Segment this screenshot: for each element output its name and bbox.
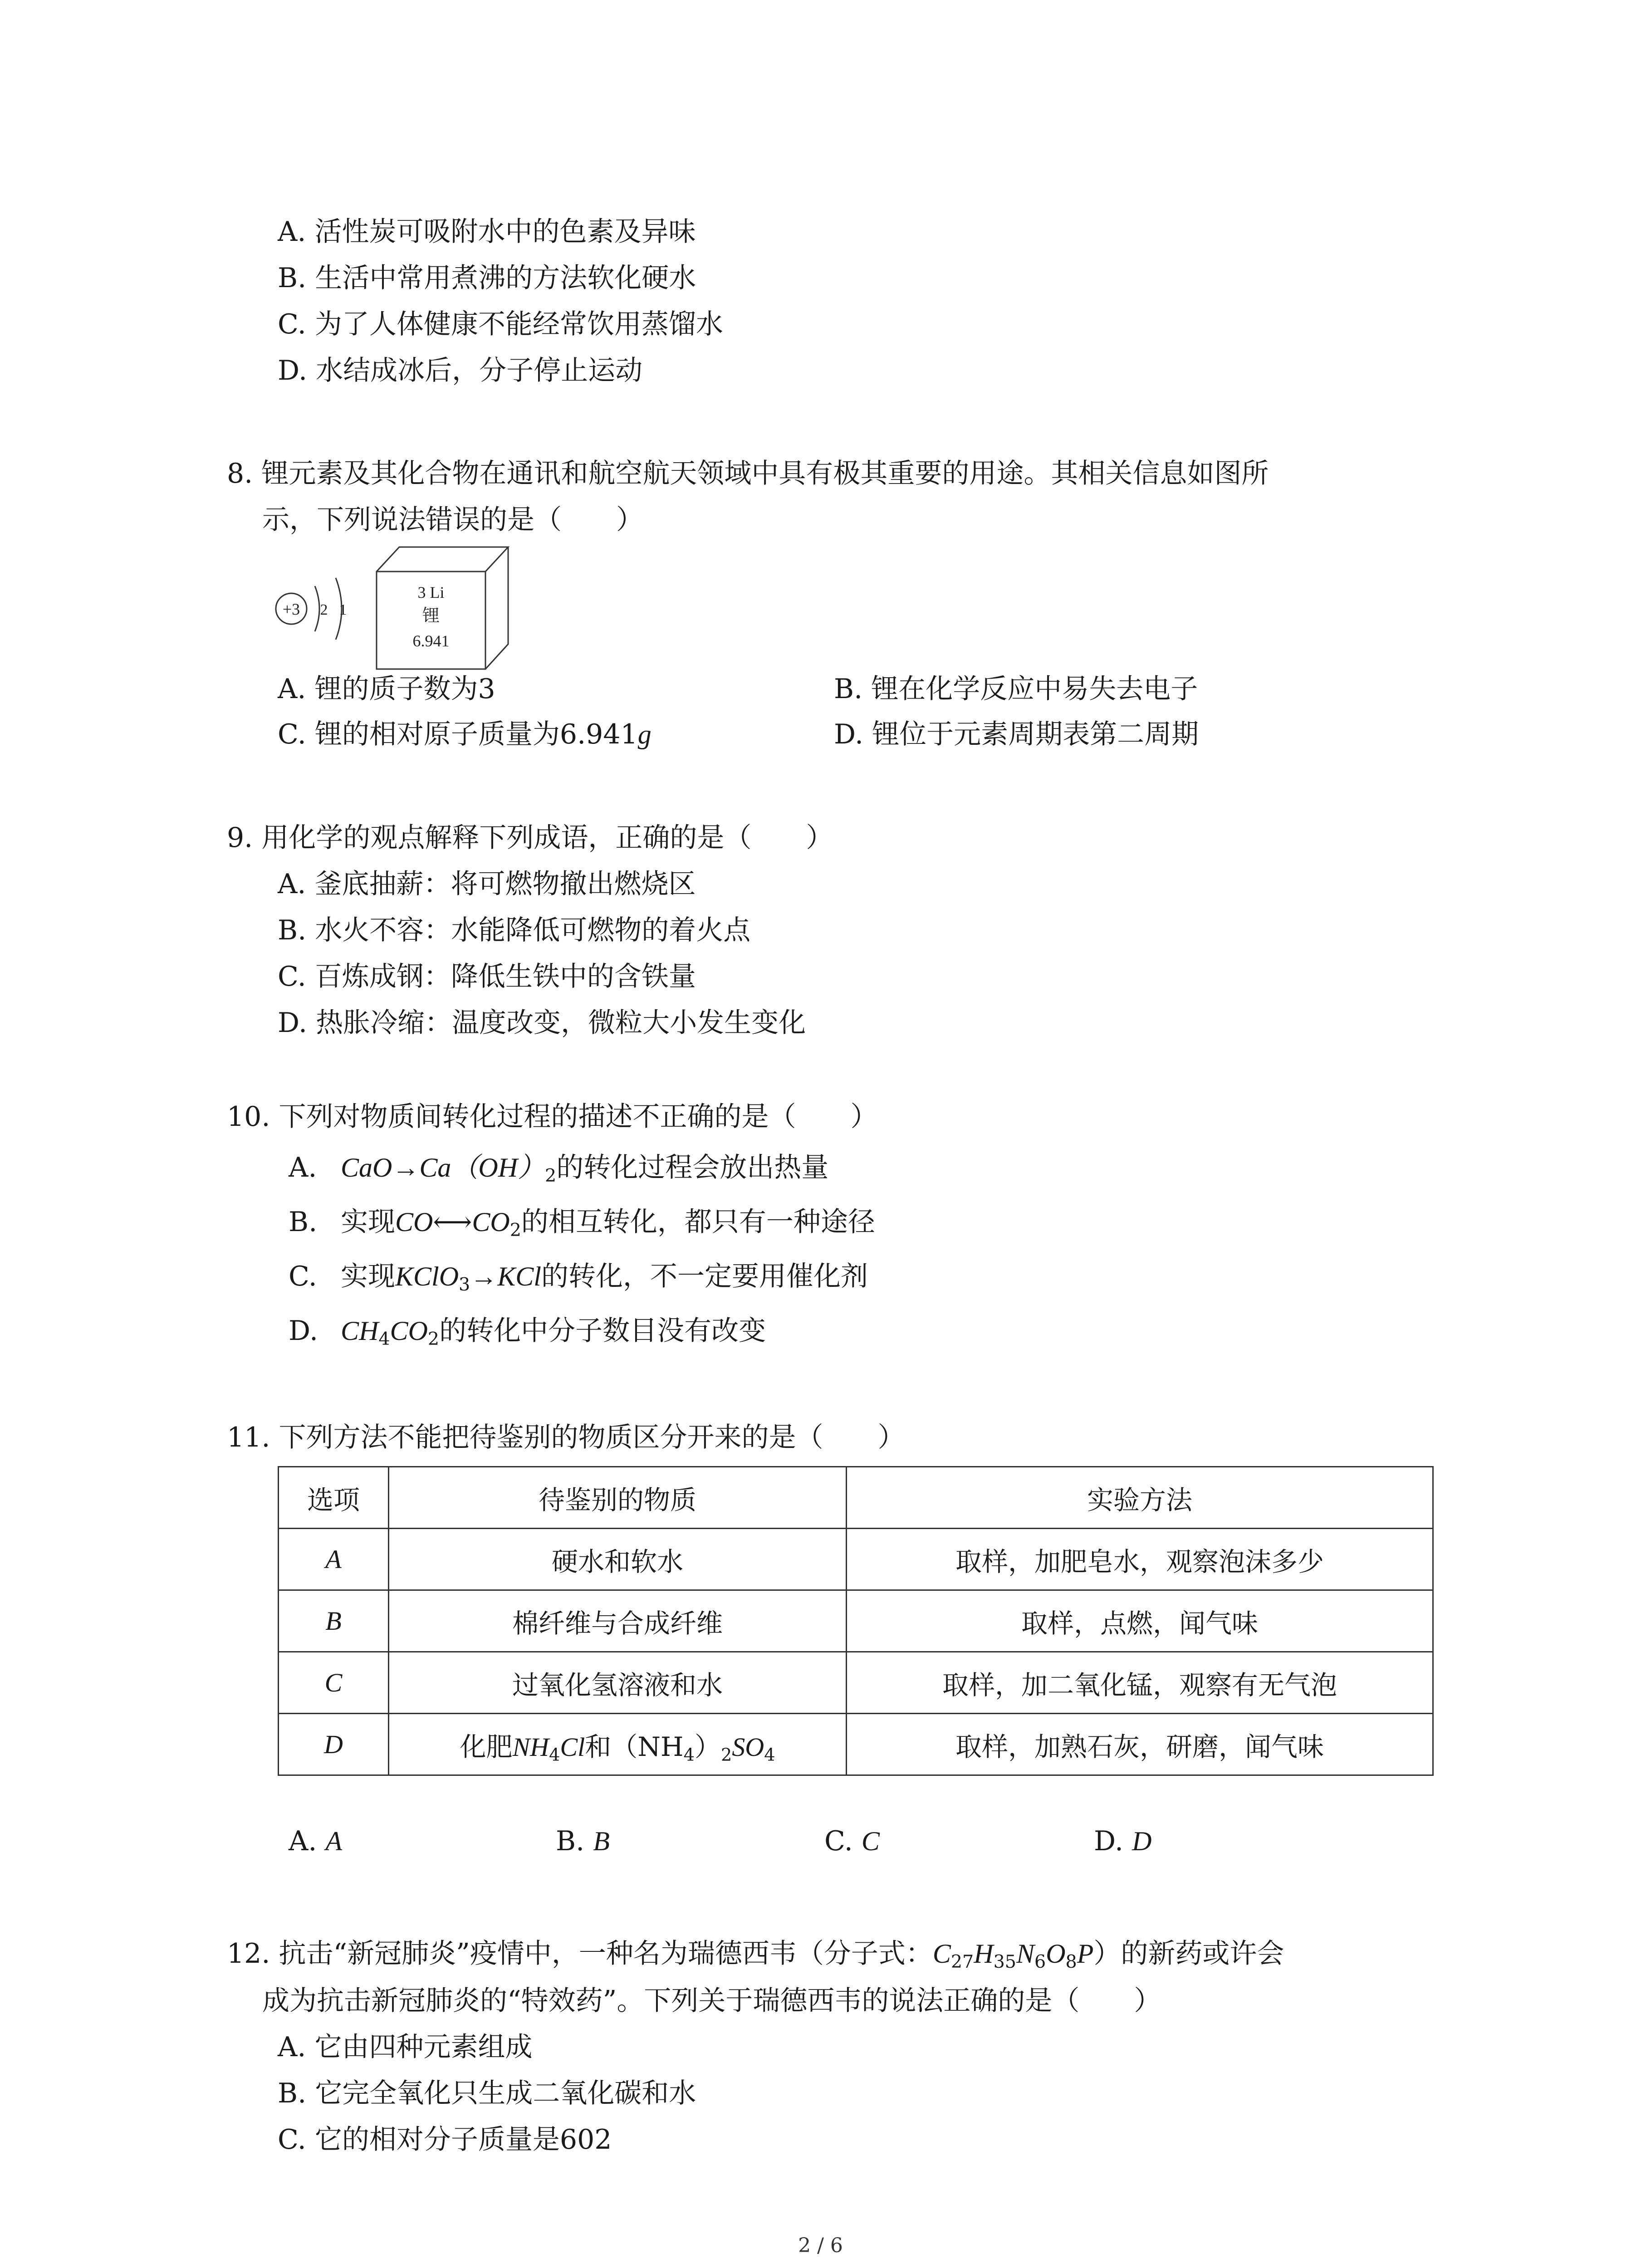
q11-answer-b xyxy=(556,1823,610,1859)
q10-c-text: 的转化，不一定要用催化剂 xyxy=(541,1261,868,1292)
q10-option-a xyxy=(289,1150,828,1185)
q11-table xyxy=(278,1466,1434,1776)
q10-option-d xyxy=(289,1313,766,1349)
q12-option-b: B. 它完全氧化只生成二氧化碳和水 xyxy=(278,2077,696,2109)
q10-b-arrow: ⟷ xyxy=(433,1206,472,1238)
q10-a-text: 的转化过程会放出热量 xyxy=(556,1152,829,1183)
q11-answer-a-label: A. xyxy=(289,1825,317,1857)
q11-table-wrap xyxy=(278,1466,1434,1776)
lithium-element-figure xyxy=(268,544,513,673)
lithium-diagram xyxy=(268,544,513,671)
header-substance: 待鉴别的物质 xyxy=(389,1467,847,1529)
cube-top xyxy=(377,547,508,572)
cube-side xyxy=(485,547,508,669)
q11-answer-a-value: A xyxy=(325,1826,343,1856)
row-b-option: B xyxy=(279,1590,389,1652)
q10-option-d-label: D. xyxy=(289,1315,318,1347)
table-row xyxy=(279,1652,1433,1714)
q10-option-c-label: C. xyxy=(289,1261,317,1292)
q11-answer-c xyxy=(824,1823,880,1859)
q10-b-sub: 2 xyxy=(509,1220,521,1241)
row-d-mid: 和（NH xyxy=(585,1731,684,1762)
q9-option-b: B. 水火不容：水能降低可燃物的着火点 xyxy=(278,914,751,946)
q11-answer-a xyxy=(289,1823,342,1859)
q8-stem-line1: 8. 锂元素及其化合物在通讯和航空航天领域中具有极其重要的用途。其相关信息如图所 xyxy=(227,458,1269,489)
q10-d-sub1: 4 xyxy=(378,1329,390,1350)
table-row xyxy=(279,1714,1433,1775)
q10-a-formula1: CaO→Ca xyxy=(341,1153,451,1183)
q12-formula-c-sub: 27 xyxy=(950,1951,974,1973)
q10-a-sub: 2 xyxy=(545,1165,557,1187)
row-a-method: 取样，加肥皂水，观察泡沫多少 xyxy=(847,1529,1433,1590)
q11-answer-c-value: C xyxy=(861,1826,880,1856)
q8-option-c-text: C. 锂的相对原子质量为6.941 xyxy=(278,719,638,750)
q8-option-d: D. 锂位于元素周期表第二周期 xyxy=(834,719,1199,750)
q12-stem-line2: 成为抗击新冠肺炎的“特效药”。下列关于瑞德西韦的说法正确的是（ ） xyxy=(262,1985,1161,2017)
q10-stem: 10. 下列对物质间转化过程的描述不正确的是（ ） xyxy=(227,1101,878,1133)
nucleus-charge: +3 xyxy=(282,600,300,618)
row-b-method: 取样，点燃，闻气味 xyxy=(847,1590,1433,1652)
q12-option-c: C. 它的相对分子质量是602 xyxy=(278,2124,612,2156)
element-number-symbol: 3 Li xyxy=(417,583,445,601)
q9-option-a: A. 釜底抽薪：将可燃物撤出燃烧区 xyxy=(278,868,696,900)
q8-option-c xyxy=(278,717,652,752)
q11-answer-d-label: D. xyxy=(1094,1825,1124,1857)
row-d-s4: 4 xyxy=(764,1745,775,1765)
row-d-f3: ） xyxy=(694,1731,721,1762)
row-c-option: C xyxy=(279,1652,389,1714)
q12-formula-o: O xyxy=(1046,1939,1066,1969)
q12-stem-line1 xyxy=(227,1936,1284,1971)
q10-option-a-label: A. xyxy=(289,1152,317,1183)
q10-d-formula2: CO xyxy=(390,1316,428,1346)
q8-option-b: B. 锂在化学反应中易失去电子 xyxy=(834,673,1198,705)
q12-option-a: A. 它由四种元素组成 xyxy=(278,2031,533,2063)
q11-answer-d xyxy=(1094,1823,1151,1859)
table-header-row xyxy=(279,1467,1433,1529)
q10-d-text: 的转化中分子数目没有改变 xyxy=(439,1315,766,1347)
shell-1-arc xyxy=(315,586,319,631)
q10-b-pre: 实现 xyxy=(341,1206,395,1238)
q8-stem-line2: 示，下列说法错误的是（ ） xyxy=(262,504,643,536)
q12-stem-post: ）的新药或许会 xyxy=(1093,1938,1284,1970)
row-b-substance: 棉纤维与合成纤维 xyxy=(389,1590,847,1652)
q9-stem: 9. 用化学的观点解释下列成语，正确的是（ ） xyxy=(227,822,833,854)
q12-formula-h-sub: 35 xyxy=(993,1951,1016,1973)
q11-answer-b-value: B xyxy=(593,1826,610,1856)
q12-formula-p: P xyxy=(1077,1939,1094,1969)
page-number: 2 / 6 xyxy=(798,2234,843,2257)
q9-option-c: C. 百炼成钢：降低生铁中的含铁量 xyxy=(278,961,696,992)
row-d-s1: 4 xyxy=(549,1745,560,1765)
row-d-pre: 化肥 xyxy=(460,1731,513,1762)
q12-formula-n: N xyxy=(1016,1939,1034,1969)
q10-option-c xyxy=(289,1259,868,1294)
q7-option-b: B. 生活中常用煮沸的方法软化硬水 xyxy=(278,262,696,294)
element-mass: 6.941 xyxy=(412,632,450,650)
row-d-f1: NH xyxy=(512,1732,549,1762)
row-d-substance xyxy=(389,1714,847,1775)
row-d-s3: 2 xyxy=(720,1745,732,1765)
table-row xyxy=(279,1529,1433,1590)
q10-c-sub: 3 xyxy=(459,1274,470,1295)
q10-b-formula1: CO xyxy=(395,1207,433,1237)
element-name: 锂 xyxy=(422,606,440,626)
q9-option-d: D. 热胀冷缩：温度改变，微粒大小发生变化 xyxy=(278,1007,806,1039)
q10-option-b-label: B. xyxy=(289,1206,318,1238)
row-d-s2: 4 xyxy=(683,1745,695,1765)
q10-c-formula2: →KCl xyxy=(470,1261,541,1291)
header-option: 选项 xyxy=(279,1467,389,1529)
q10-a-formula2: （OH） xyxy=(451,1153,545,1183)
q12-formula-n-sub: 6 xyxy=(1034,1951,1046,1973)
row-d-option: D xyxy=(279,1714,389,1775)
q8-option-c-unit: g xyxy=(637,719,652,749)
q10-d-formula1: CH xyxy=(341,1316,379,1346)
row-d-f2: Cl xyxy=(560,1732,585,1762)
row-c-method: 取样，加二氧化锰，观察有无气泡 xyxy=(847,1652,1433,1714)
q8-option-a: A. 锂的质子数为3 xyxy=(278,673,495,705)
q10-b-formula2: CO xyxy=(472,1207,510,1237)
row-d-method: 取样，加熟石灰，研磨，闻气味 xyxy=(847,1714,1433,1775)
shell-2-electrons: 1 xyxy=(339,601,347,618)
q12-formula-h: H xyxy=(974,1939,994,1969)
q7-option-a: A. 活性炭可吸附水中的色素及异味 xyxy=(278,216,696,248)
q10-d-sub2: 2 xyxy=(427,1329,440,1350)
row-c-substance: 过氧化氢溶液和水 xyxy=(389,1652,847,1714)
q10-c-pre: 实现 xyxy=(341,1261,395,1292)
q10-c-formula1: KClO xyxy=(395,1261,459,1291)
q11-answer-d-value: D xyxy=(1132,1826,1152,1856)
row-d-f4: SO xyxy=(732,1732,764,1762)
q7-option-c: C. 为了人体健康不能经常饮用蒸馏水 xyxy=(278,308,723,340)
q7-option-d: D. 水结成冰后，分子停止运动 xyxy=(278,355,643,386)
row-a-substance: 硬水和软水 xyxy=(389,1529,847,1590)
q11-answer-c-label: C. xyxy=(824,1825,853,1857)
row-a-option: A xyxy=(279,1529,389,1590)
q11-answer-b-label: B. xyxy=(556,1825,585,1857)
q10-option-b xyxy=(289,1204,875,1240)
table-row xyxy=(279,1590,1433,1652)
q11-stem: 11. 下列方法不能把待鉴别的物质区分开来的是（ ） xyxy=(227,1422,905,1453)
shell-1-electrons: 2 xyxy=(320,601,328,618)
q10-b-text: 的相互转化，都只有一种途径 xyxy=(521,1206,875,1238)
q12-formula-c: C xyxy=(932,1939,951,1969)
header-method: 实验方法 xyxy=(847,1467,1433,1529)
q12-stem-pre: 12. 抗击“新冠肺炎”疫情中，一种名为瑞德西韦（分子式： xyxy=(227,1938,933,1970)
q12-formula-o-sub: 8 xyxy=(1065,1951,1077,1973)
